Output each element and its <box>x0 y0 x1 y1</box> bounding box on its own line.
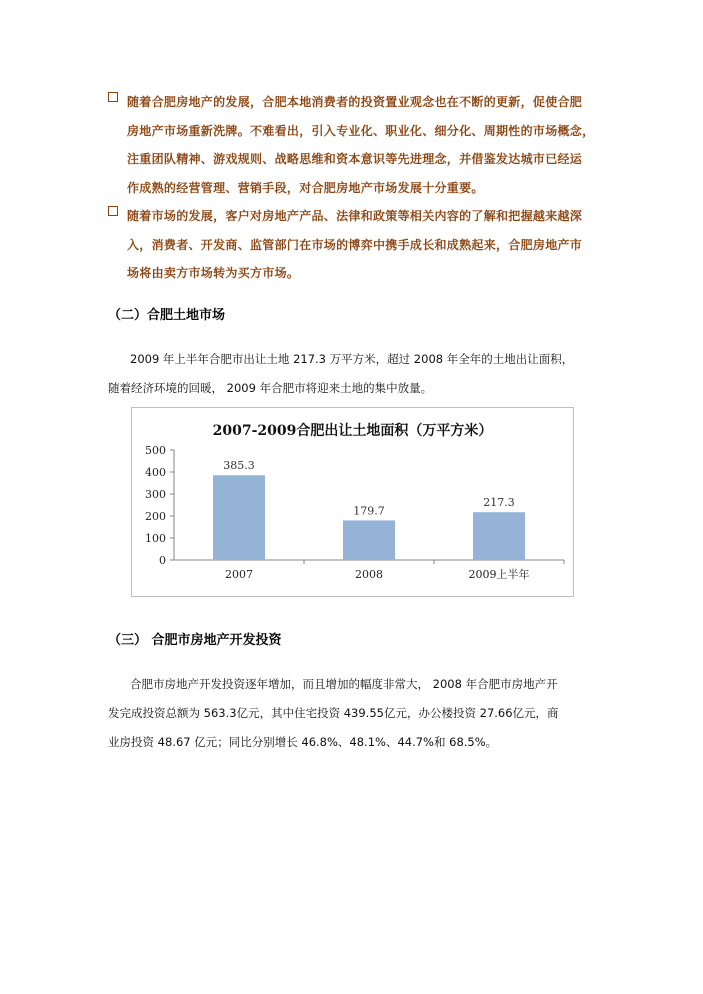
text-line: 注重团队精神、游戏规则、战略思维和资本意识等先进理念，并借鉴发达城市已经运 <box>127 152 583 166</box>
text-line: 房地产市场重新洗牌。不难看出，引入专业化、职业化、细分化、周期性的市场概念， <box>127 123 595 138</box>
y-tick-label: 100 <box>145 532 166 545</box>
text-line: 业房投资 48.67 亿元；同比分别增长 46.8%、48.1%、44.7%和 68.5%。 <box>108 735 498 749</box>
bullet-list <box>108 88 608 288</box>
text-line: 随着经济环境的回暖， 2009 年合肥市将迎来土地的集中放量。 <box>108 381 433 395</box>
y-tick-label: 400 <box>145 466 166 479</box>
y-tick-label: 500 <box>145 444 166 457</box>
investment-paragraph <box>108 670 630 757</box>
chart-plot <box>132 408 573 596</box>
y-tick-label: 0 <box>159 554 166 567</box>
text-line: 2009 年上半年合肥市出让土地 217.3 万平方米，超过 2008 年全年的土地出让面积， <box>130 352 574 366</box>
bullet-item <box>108 202 608 288</box>
text-line: 发完成投资总额为 563.3亿元，其中住宅投资 439.55亿元，办公楼投资 27.66亿元，商 <box>108 706 559 720</box>
land-market-paragraph <box>108 345 630 403</box>
bar <box>473 512 525 560</box>
square-bullet-icon <box>108 206 118 216</box>
text-line: 作成熟的经营管理、营销手段，对合肥房地产市场发展十分重要。 <box>127 180 484 195</box>
text-line: 随着合肥房地产的发展，合肥本地消费者的投资置业观念也在不断的更新，促使合肥 <box>127 95 583 109</box>
y-tick-label: 200 <box>145 510 166 523</box>
text-line: 合肥市房地产开发投资逐年增加，而且增加的幅度非常大， 2008 年合肥市房地产开 <box>130 677 558 691</box>
square-bullet-icon <box>108 92 118 102</box>
section-heading-investment: （三） 合肥市房地产开发投资 <box>108 633 282 648</box>
x-tick-label: 2009上半年 <box>468 568 530 581</box>
y-tick-label: 300 <box>145 488 166 501</box>
text-line: 随着市场的发展，客户对房地产产品、法律和政策等相关内容的了解和把握越来越深 <box>127 209 583 223</box>
bar <box>343 520 395 560</box>
bullet-item <box>108 88 608 202</box>
data-label: 217.3 <box>483 496 515 510</box>
text-line: 入，消费者、开发商、监管部门在市场的博弈中携手成长和成熟起来，合肥房地产市 <box>127 237 583 252</box>
bullet-text <box>127 88 608 202</box>
x-tick-label: 2008 <box>355 568 383 581</box>
bar <box>213 475 265 560</box>
data-label: 385.3 <box>223 459 255 473</box>
section-heading-land-market: （二）合肥土地市场 <box>108 308 226 323</box>
land-area-chart <box>131 407 574 597</box>
text-line: 场将由卖方市场转为买方市场。 <box>127 266 300 280</box>
x-tick-label: 2007 <box>225 568 253 581</box>
data-label: 179.7 <box>353 504 385 518</box>
bullet-text <box>127 202 608 288</box>
chart-title: 2007-2009合肥出让土地面积（万平方米） <box>212 423 493 439</box>
